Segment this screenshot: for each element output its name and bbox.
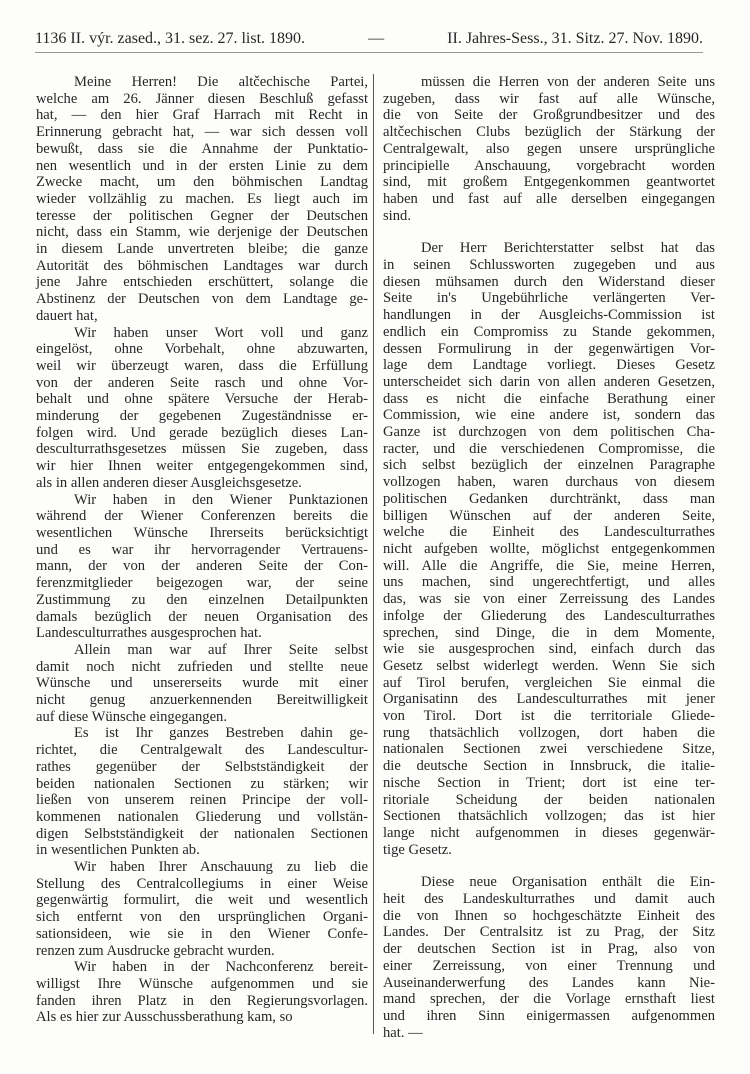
- text-line: jene Jahre entschieden erschüttert, solange die: [36, 274, 368, 291]
- text-line: Autorität des böhmischen Landtages war durch: [36, 257, 368, 274]
- running-header: [35, 30, 703, 53]
- text-line: behalt und ohne spätere Versuche der Herab-: [36, 391, 368, 408]
- text-line: Wir haben in den Wiener Punktazionen: [74, 491, 368, 508]
- text-line: die von Seite der Großgrundbesitzer und des: [383, 107, 715, 124]
- text-line: von Tirol. Dort ist die territoriale Gliede-: [383, 708, 715, 725]
- text-line: Erinnerung gebracht hat, — war sich dessen voll: [36, 124, 368, 141]
- text-line: willigst Ihre Wünsche aufgenommen und sie: [36, 975, 368, 992]
- text-line: uns machen, sind ungerechtfertigt, und alles: [383, 574, 715, 591]
- text-line: ließen von unserem reinen Principe der voll-: [36, 792, 368, 809]
- text-line: richtet, die Centralgewalt des Landescultur-: [36, 742, 368, 759]
- text-line: lange nicht aufgenommen in dieses gegenwär-: [383, 824, 715, 841]
- text-line: in diesem Lande unvertreten bleibe; die ganze: [36, 241, 368, 258]
- text-line: Wir haben unser Wort voll und ganz: [74, 324, 368, 341]
- text-line: Meine Herren! Die altčechische Partei,: [74, 74, 368, 90]
- text-line: damit noch nicht zufrieden und stellte neue: [36, 658, 368, 675]
- text-line: renzen zum Ausdrucke gebracht wurden.: [36, 942, 275, 959]
- text-line: rung thatsächlich vollzogen, dort haben die: [383, 724, 715, 741]
- text-line: dauert hat,: [36, 307, 98, 324]
- text-line: Centralgewalt, also gegen unsere ursprüngliche: [383, 140, 715, 157]
- text-line: nicht aufgeben wollte, möglichst entgegenkommen: [383, 540, 715, 557]
- text-line: auf Tirol berufen, vergleichen Sie einmal die: [383, 674, 715, 691]
- paragraph: [36, 74, 368, 325]
- text-line: einer Zerreissung, von einer Trennung und: [383, 957, 715, 974]
- text-line: der deutschen Section ist in Prag, also von: [383, 941, 715, 958]
- text-line: kommenen nationalen Gliederung und vollstän-: [36, 808, 368, 825]
- paragraph: [36, 859, 368, 959]
- text-line: die von Ihnen so hochgeschätzte Einheit des: [383, 907, 715, 924]
- text-line: weil wir überzeugt waren, dass die Erfüllung: [36, 357, 368, 374]
- text-line: politischen Gedanken durchtränkt, dass man: [383, 490, 715, 507]
- text-line: Diese neue Organisation enthält die Ein-: [421, 874, 715, 891]
- text-line: minderung der gegebenen Zugeständnisse er-: [36, 408, 368, 425]
- text-line: ritoriale Scheidung der beiden nationalen: [383, 791, 715, 808]
- text-line: während der Wiener Conferenzen bereits die: [36, 508, 368, 525]
- text-line: lage dem Landtage vorliegt. Dieses Gesetz: [383, 357, 715, 374]
- text-line: heit des Landeskulturrathes und damit auch: [383, 891, 715, 908]
- text-line: wir hier Ihnen weiter entgegengekommen sind,: [36, 458, 368, 475]
- text-line: als in allen anderen dieser Ausgleichsgesetze.: [36, 474, 302, 491]
- text-line: sich selbst bezüglich der einzelnen Paragraphe: [383, 457, 715, 474]
- paragraph: [383, 74, 715, 224]
- text-line: wie sie ausgesprochen sind, einfach durch das: [383, 641, 715, 658]
- text-line: nische Section in Trient; dort ist eine ter-: [383, 774, 715, 791]
- text-line: dass es nicht die einfache Berathung einer: [383, 390, 715, 407]
- text-line: Organisatinn des Landesculturrathes mit jener: [383, 691, 715, 708]
- text-line: und es war ihr hervorragender Vertrauens-: [36, 541, 368, 558]
- text-line: müssen die Herren von der anderen Seite uns: [421, 74, 715, 90]
- text-line: nationalen Sectionen zwei verschiedene Sitze,: [383, 741, 715, 758]
- text-line: nicht, dass ein Stamm, wie derjenige der Deutschen: [36, 224, 368, 241]
- text-line: gegenwärtig formulirt, die weit und wesentlich: [36, 892, 368, 909]
- text-line: sind, mit großem Entgegenkommen geantwortet: [383, 174, 715, 191]
- text-line: Ganze ist durchzogen von dem politischen Cha-: [383, 424, 715, 441]
- text-line: Commission, wie eine andere ist, sondern das: [383, 407, 715, 424]
- text-line: damals bezüglich der neuen Organisation des: [36, 608, 368, 625]
- text-line: Sectionen thatsächlich vollzogen; das ist hier: [383, 808, 715, 825]
- text-line: Zwecke macht, um den böhmischen Landtag: [36, 174, 368, 191]
- text-line: wieder vollzählig zu machen. Es liegt auch im: [36, 190, 368, 207]
- text-line: hat. —: [383, 1024, 423, 1041]
- text-line: nen wesentlich und in der ersten Linie zu dem: [36, 157, 368, 174]
- text-line: folgen wird. Und gerade bezüglich dieses Lan-: [36, 424, 368, 441]
- text-line: mand sprechen, der die Vorlage ernsthaft liest: [383, 991, 715, 1008]
- text-line: Wir haben in der Nachconferenz bereit-: [74, 959, 368, 976]
- text-line: haben und fast auf alle derselben eingegangen: [383, 190, 715, 207]
- paragraph: [383, 240, 715, 858]
- text-line: Auseinanderwerfung des Landes kann Nie-: [383, 974, 715, 991]
- text-line: Allein man war auf Ihrer Seite selbst: [74, 641, 368, 658]
- text-line: Landes. Der Centralsitz ist zu Prag, der Sitz: [383, 924, 715, 941]
- text-line: sprechen, sind Dinge, die in dem Momente,: [383, 624, 715, 641]
- text-line: racter, und die verschiedenen Compromisse, die: [383, 440, 715, 457]
- text-line: welche am 26. Jänner diesen Beschluß gefasst: [36, 90, 368, 107]
- text-line: altčechischen Clubs bezüglich der Stärkung der: [383, 124, 715, 141]
- text-line: rathes gegenüber der Selbstständigkeit der: [36, 758, 368, 775]
- text-line: sind.: [383, 207, 411, 224]
- text-line: dessen Formulirung in der gegenwärtigen Vor-: [383, 340, 715, 357]
- text-line: von der anderen Seite rasch und ohne Vor-: [36, 374, 368, 391]
- text-line: auf diese Wünsche eingegangen.: [36, 708, 227, 725]
- text-line: diesen mühsamen durch den Widerstand dieser: [383, 273, 715, 290]
- header-czech: 1136 II. výr. zased., 31. sez. 27. list. 1890.: [35, 30, 306, 47]
- text-line: Gesetz selbst widerlegt werden. Wenn Sie sich: [383, 657, 715, 674]
- text-line: handlungen in der Ausgleichs-Commission ist: [383, 307, 715, 324]
- paragraph: [36, 725, 368, 859]
- paragraph: [36, 642, 368, 726]
- text-line: das, was sie von einer Zerreissung des Landes: [383, 591, 715, 608]
- text-line: mann, der von der anderen Seite der Con-: [36, 558, 368, 575]
- paragraph: [36, 325, 368, 492]
- text-line: welche die Einheit des Landesculturrathes: [383, 524, 715, 541]
- text-line: zugeben, dass wir fast auf alle Wünsche,: [383, 90, 715, 107]
- text-line: Abstinenz der Deutschen von dem Landtage ge-: [36, 291, 368, 308]
- text-line: und ihren Sinn einigermassen aufgenommen: [383, 1007, 715, 1024]
- text-line: sationsideen, wie sie in den Wiener Confe-: [36, 925, 368, 942]
- header-separator: —: [368, 30, 385, 47]
- text-line: vollzogen haben, waren durchaus von diesem: [383, 474, 715, 491]
- right-column: [383, 74, 715, 1041]
- text-line: beiden nationalen Sectionen zu stärken; wir: [36, 775, 368, 792]
- text-line: die deutsche Section in Innsbruck, die italie-: [383, 758, 715, 775]
- text-line: Der Herr Berichterstatter selbst hat das: [421, 240, 715, 257]
- text-line: hat, — den hier Graf Harrach mit Recht in: [36, 107, 368, 124]
- text-line: fanden ihren Platz in den Regierungsvorlagen.: [36, 992, 368, 1009]
- text-line: Es ist Ihr ganzes Bestreben dahin ge-: [74, 725, 368, 742]
- text-line: sich entfernt von den ursprünglichen Organi-: [36, 909, 368, 926]
- text-line: principielle Anschauung, vorgebracht worden: [383, 157, 715, 174]
- text-line: Seite in's Ungebührliche verlängerten Ver-: [383, 290, 715, 307]
- text-line: Zustimmung zu den einzelnen Detailpunkten: [36, 591, 368, 608]
- text-line: desculturrathsgesetzes müssen Sie zugeben, dass: [36, 441, 368, 458]
- left-column: [36, 74, 368, 1026]
- text-line: wesentlichen Wünsche Ihrerseits berücksichtigt: [36, 524, 368, 541]
- text-line: in seinen Schlussworten zugegeben und aus: [383, 257, 715, 274]
- text-line: billigen Wünschen auf der anderen Seite,: [383, 507, 715, 524]
- text-line: Wünsche und unsererseits wurde mit einer: [36, 675, 368, 692]
- text-line: teresse der politischen Gegner der Deutschen: [36, 207, 368, 224]
- text-line: Wir haben Ihrer Anschauung zu lieb die: [74, 859, 368, 876]
- text-line: unterscheidet sich darin von allen anderen Gesetzen,: [383, 373, 715, 390]
- text-line: Als es hier zur Ausschussberathung kam, so: [36, 1009, 293, 1026]
- text-line: Stellung des Centralcollegiums in einer Weise: [36, 875, 368, 892]
- text-line: will. Alle die Angriffe, die Sie, meine Herren,: [383, 557, 715, 574]
- text-line: Landesculturrathes ausgesprochen hat.: [36, 625, 262, 642]
- paragraph: [36, 959, 368, 1026]
- text-line: digen Selbstständigkeit der nationalen Sectionen: [36, 825, 368, 842]
- text-line: in wesentlichen Punkten ab.: [36, 842, 200, 859]
- header-german: II. Jahres-Sess., 31. Sitz. 27. Nov. 1890.: [447, 30, 703, 47]
- text-line: bewußt, dass sie die Annahme der Punktatio-: [36, 140, 368, 157]
- text-line: ferenzmitglieder beigezogen war, der seine: [36, 575, 368, 592]
- paragraph: [383, 874, 715, 1041]
- text-line: tige Gesetz.: [383, 841, 452, 858]
- text-line: infolge der Gliederung des Landesculturrathes: [383, 607, 715, 624]
- paragraph: [36, 492, 368, 642]
- text-line: nicht genug anzuerkennenden Bereitwilligkeit: [36, 692, 368, 709]
- text-line: endlich ein Compromiss zu Stande gekommen,: [383, 323, 715, 340]
- text-line: eingelöst, ohne Vorbehalt, ohne abzuwarten,: [36, 341, 368, 358]
- column-divider: [373, 74, 374, 1034]
